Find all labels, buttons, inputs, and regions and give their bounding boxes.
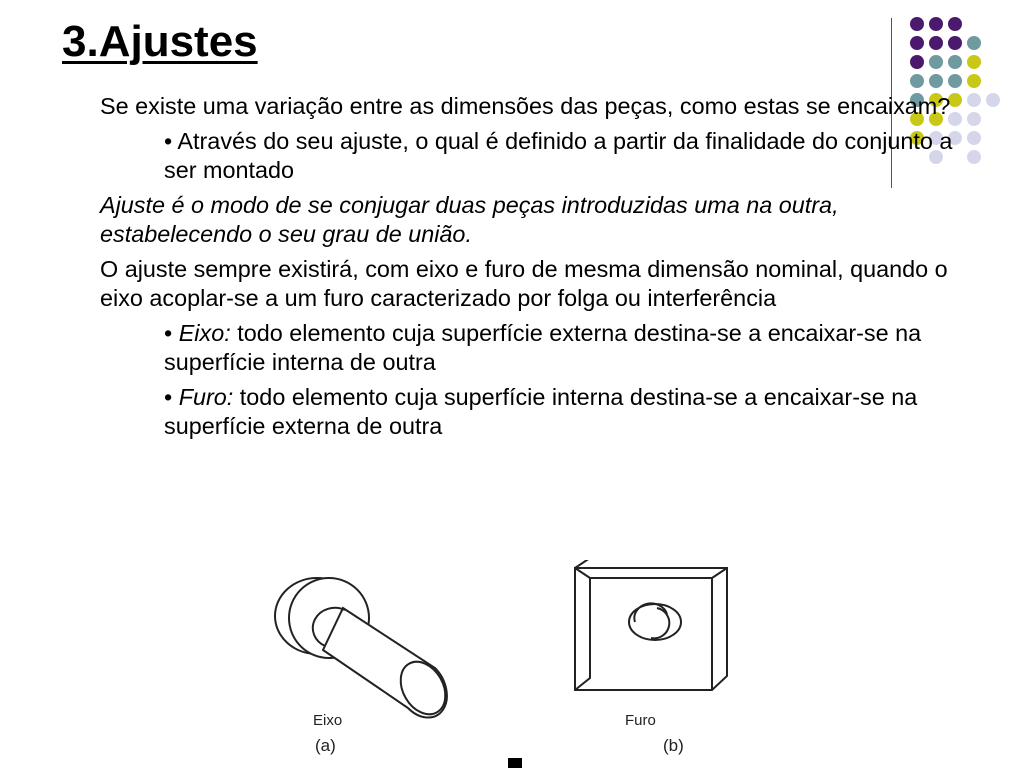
paragraph-ajuste-sempre: O ajuste sempre existirá, com eixo e furo de mesma dimensão nominal, quando o eixo acoplar-se a um furo caracterizado por folga ou interferência [100, 256, 948, 311]
eixo-furo-figure [265, 560, 735, 768]
bullet-text: todo elemento cuja superfície externa destina-se a encaixar-se na superfície interna de outra [164, 320, 922, 375]
decorative-mark [508, 758, 522, 768]
bullet-text: todo elemento cuja superfície interna destina-se a encaixar-se na superfície externa de outra [164, 384, 918, 439]
bullet-term: Eixo: [178, 320, 231, 346]
bullet-term: Furo: [178, 384, 234, 410]
figure-label-furo: Furo [625, 712, 656, 729]
bullet-marker: • [164, 128, 173, 154]
bullet-furo [100, 383, 980, 441]
figure-sublabel-a: (a) [315, 736, 336, 755]
bullet-text: Através do seu ajuste, o qual é definido a partir da finalidade do conjunto a ser montado [164, 128, 953, 183]
bullet-ajuste [100, 127, 980, 185]
bullet-marker: • [164, 384, 173, 410]
slide-body [100, 92, 980, 447]
bullet-eixo [100, 319, 980, 377]
paragraph-definition: Ajuste é o modo de se conjugar duas peças introduzidas uma na outra, estabelecendo o seu grau de união. [100, 192, 839, 247]
bullet-marker: • [164, 320, 173, 346]
figure-label-eixo: Eixo [313, 712, 343, 729]
figure-sublabel-b: (b) [663, 736, 684, 755]
paragraph-question: Se existe uma variação entre as dimensões das peças, como estas se encaixam? [100, 93, 951, 119]
slide-title: 3.Ajustes [62, 17, 258, 66]
